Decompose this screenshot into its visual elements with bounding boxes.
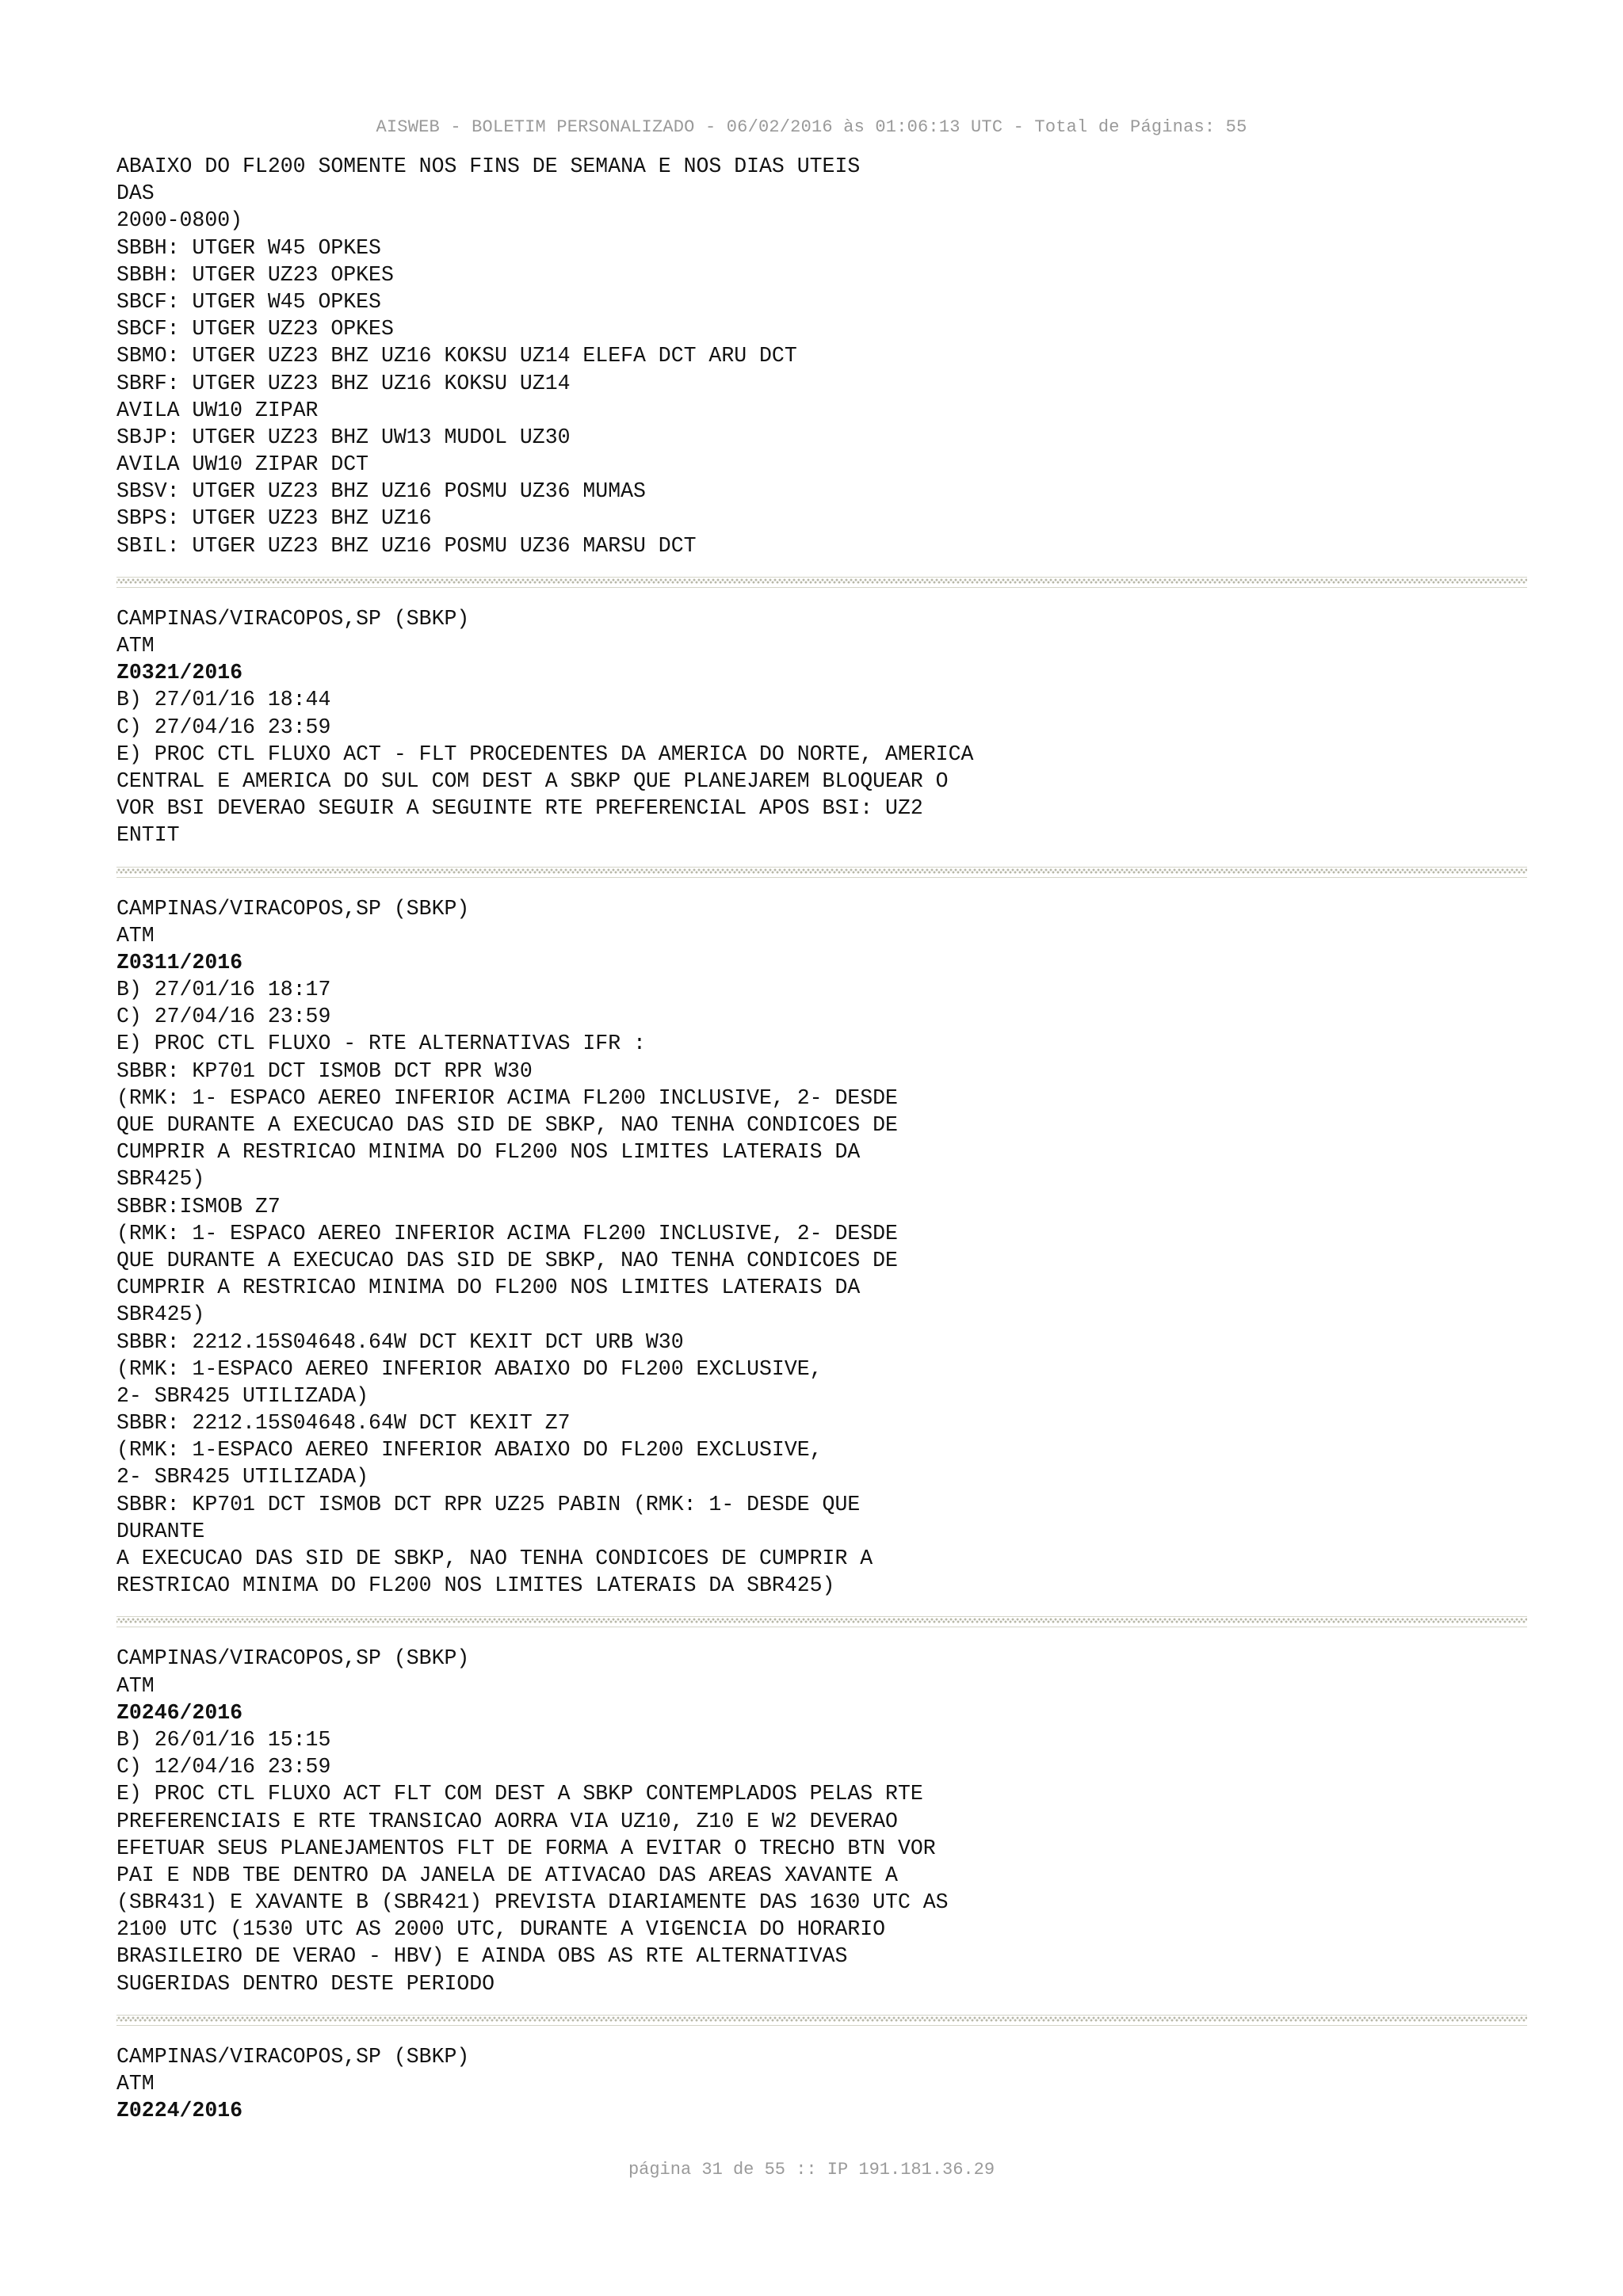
notam-line: CUMPRIR A RESTRICAO MINIMA DO FL200 NOS LIMITES LATERAIS DA <box>116 1140 861 1165</box>
notam-line: CUMPRIR A RESTRICAO MINIMA DO FL200 NOS LIMITES LATERAIS DA <box>116 1276 861 1300</box>
notam-line: DURANTE <box>116 1519 205 1543</box>
notam-id: Z0321/2016 <box>116 661 243 685</box>
notam-line: B) 27/01/16 18:17 <box>116 978 331 1002</box>
notam-line: QUE DURANTE A EXECUCAO DAS SID DE SBKP, NAO TENHA CONDICOES DE <box>116 1248 898 1272</box>
notam-line: SBCF: UTGER W45 OPKES <box>116 289 381 314</box>
notam-entry <box>116 605 1527 849</box>
notam-entry <box>116 1645 1527 1997</box>
notam-line: (RMK: 1- ESPACO AEREO INFERIOR ACIMA FL200 INCLUSIVE, 2- DESDE <box>116 1085 898 1110</box>
notam-line: C) 27/04/16 23:59 <box>116 715 331 739</box>
notam-id: Z0311/2016 <box>116 950 243 974</box>
notam-line: 2- SBR425 UTILIZADA) <box>116 1465 369 1489</box>
notam-entry <box>116 895 1527 1600</box>
notam-line: (RMK: 1-ESPACO AEREO INFERIOR ABAIXO DO FL200 EXCLUSIVE, <box>116 1356 823 1381</box>
notam-line: PAI E NDB TBE DENTRO DA JANELA DE ATIVACAO DAS AREAS XAVANTE A <box>116 1863 898 1887</box>
notam-line: DAS <box>116 181 155 206</box>
notam-id: Z0224/2016 <box>116 2099 243 2123</box>
notam-line: 2100 UTC (1530 UTC AS 2000 UTC, DURANTE A VIGENCIA DO HORARIO <box>116 1917 886 1942</box>
notam-line: BRASILEIRO DE VERAO - HBV) E AINDA OBS AS RTE ALTERNATIVAS <box>116 1944 848 1969</box>
notam-separator <box>116 2015 1527 2026</box>
notam-line: SBBR: KP701 DCT ISMOB DCT RPR UZ25 PABIN (RMK: 1- DESDE QUE <box>116 1492 861 1516</box>
notam-line: (RMK: 1-ESPACO AEREO INFERIOR ABAIXO DO FL200 EXCLUSIVE, <box>116 1438 823 1463</box>
notam-line: CAMPINAS/VIRACOPOS,SP (SBKP) <box>116 896 470 921</box>
notam-id: Z0246/2016 <box>116 1700 243 1725</box>
notam-line: (SBR431) E XAVANTE B (SBR421) PREVISTA DIARIAMENTE DAS 1630 UTC AS <box>116 1890 949 1915</box>
notam-line: QUE DURANTE A EXECUCAO DAS SID DE SBKP, NAO TENHA CONDICOES DE <box>116 1113 898 1137</box>
notam-line: SBJP: UTGER UZ23 BHZ UW13 MUDOL UZ30 <box>116 425 571 449</box>
notam-line: ENTIT <box>116 823 180 848</box>
notam-line: AVILA UW10 ZIPAR DCT <box>116 452 369 477</box>
notam-continuation <box>116 153 1527 559</box>
notam-line: SBPS: UTGER UZ23 BHZ UZ16 <box>116 506 432 531</box>
notam-line: CAMPINAS/VIRACOPOS,SP (SBKP) <box>116 1646 470 1671</box>
notam-entry <box>116 2043 1527 2125</box>
notam-line: 2000-0800) <box>116 208 243 233</box>
bulletin-content <box>116 153 1527 2124</box>
notam-line: E) PROC CTL FLUXO - RTE ALTERNATIVAS IFR : <box>116 1032 646 1056</box>
notam-line: EFETUAR SEUS PLANEJAMENTOS FLT DE FORMA A EVITAR O TRECHO BTN VOR <box>116 1836 936 1860</box>
notam-line: C) 27/04/16 23:59 <box>116 1005 331 1029</box>
notam-line: SBBR:ISMOB Z7 <box>116 1194 281 1219</box>
notam-line: SBBH: UTGER W45 OPKES <box>116 235 381 260</box>
notam-line: ABAIXO DO FL200 SOMENTE NOS FINS DE SEMANA E NOS DIAS UTEIS <box>116 154 861 178</box>
notam-line: CAMPINAS/VIRACOPOS,SP (SBKP) <box>116 2044 470 2069</box>
notam-separator <box>116 577 1527 588</box>
notam-line: E) PROC CTL FLUXO ACT FLT COM DEST A SBKP CONTEMPLADOS PELAS RTE <box>116 1782 923 1806</box>
notam-line: CENTRAL E AMERICA DO SUL COM DEST A SBKP QUE PLANEJAREM BLOQUEAR O <box>116 769 949 793</box>
notam-line: 2- SBR425 UTILIZADA) <box>116 1383 369 1408</box>
notam-line: SBBR: 2212.15S04648.64W DCT KEXIT DCT URB W30 <box>116 1329 684 1354</box>
notam-line: A EXECUCAO DAS SID DE SBKP, NAO TENHA CONDICOES DE CUMPRIR A <box>116 1547 873 1570</box>
notam-line: ATM <box>116 634 155 658</box>
notam-line: SBR425) <box>116 1302 205 1327</box>
notam-line: SBSV: UTGER UZ23 BHZ UZ16 POSMU UZ36 MUMAS <box>116 479 646 504</box>
notam-line: RESTRICAO MINIMA DO FL200 NOS LIMITES LATERAIS DA SBR425) <box>116 1573 835 1598</box>
notam-line: AVILA UW10 ZIPAR <box>116 398 319 422</box>
notam-line: SBBR: 2212.15S04648.64W DCT KEXIT Z7 <box>116 1411 571 1436</box>
notam-line: B) 26/01/16 15:15 <box>116 1727 331 1752</box>
notam-line: SUGERIDAS DENTRO DESTE PERIODO <box>116 1971 495 1996</box>
notam-line: PREFERENCIAIS E RTE TRANSICAO AORRA VIA UZ10, Z10 E W2 DEVERAO <box>116 1809 898 1833</box>
notam-line: (RMK: 1- ESPACO AEREO INFERIOR ACIMA FL200 INCLUSIVE, 2- DESDE <box>116 1221 898 1245</box>
notam-line: ATM <box>116 2072 155 2096</box>
page-header: AISWEB - BOLETIM PERSONALIZADO - 06/02/2016 às 01:06:13 UTC - Total de Páginas: 55 <box>376 117 1247 137</box>
notam-line: C) 12/04/16 23:59 <box>116 1755 331 1779</box>
page-footer: página 31 de 55 :: IP 191.181.36.29 <box>628 2160 995 2180</box>
notam-line: SBIL: UTGER UZ23 BHZ UZ16 POSMU UZ36 MARSU DCT <box>116 533 697 558</box>
notam-line: ATM <box>116 923 155 948</box>
notam-line: VOR BSI DEVERAO SEGUIR A SEGUINTE RTE PREFERENCIAL APOS BSI: UZ2 <box>116 796 923 821</box>
notam-line: SBBR: KP701 DCT ISMOB DCT RPR W30 <box>116 1058 533 1083</box>
notam-line: SBBH: UTGER UZ23 OPKES <box>116 262 394 287</box>
notam-separator <box>116 867 1527 878</box>
notam-separator <box>116 1616 1527 1627</box>
notam-line: SBCF: UTGER UZ23 OPKES <box>116 317 394 341</box>
notam-line: SBRF: UTGER UZ23 BHZ UZ16 KOKSU UZ14 <box>116 371 571 395</box>
notam-line: SBR425) <box>116 1167 205 1192</box>
notam-line: E) PROC CTL FLUXO ACT - FLT PROCEDENTES DA AMERICA DO NORTE, AMERICA <box>116 742 974 766</box>
notam-line: ATM <box>116 1673 155 1698</box>
notam-line: CAMPINAS/VIRACOPOS,SP (SBKP) <box>116 606 470 631</box>
notam-line: SBMO: UTGER UZ23 BHZ UZ16 KOKSU UZ14 ELEFA DCT ARU DCT <box>116 344 797 368</box>
notam-line: B) 27/01/16 18:44 <box>116 688 331 712</box>
